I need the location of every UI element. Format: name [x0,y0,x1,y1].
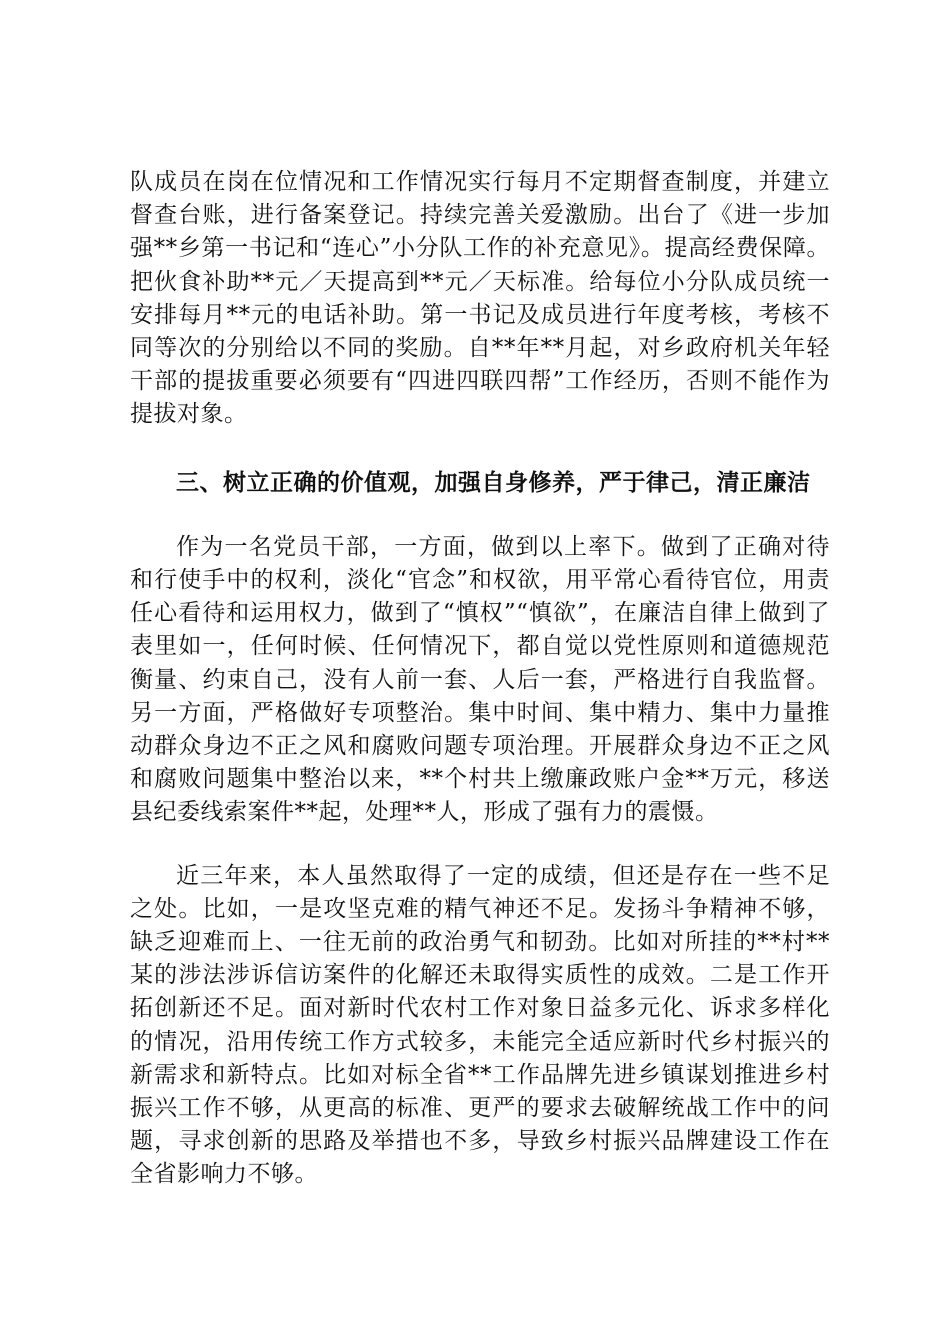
section-heading-3: 三、树立正确的价值观，加强自身修养，严于律己，清正廉洁 [176,468,811,496]
body-paragraph-shortcomings: 近三年来，本人虽然取得了一定的成绩，但还是存在一些不足之处。比如，一是攻坚克难的精气神还不足。发扬斗争精神不够，缺乏迎难而上、一往无前的政治勇气和韧劲。比如对所挂的**村**某的涉法涉诉信访案件的化解还未取得实质性的成效。二是工作开拓创新还不足。面对新时代农村工作对象日益多元化、诉求多样化的情况，沿用传统工作方式较多，未能完全适应新时代乡村振兴的新需求和新特点。比如对标全省**工作品牌先进乡镇谋划推进乡村振兴工作不够，从更高的标准、更严的要求去破解统战工作中的问题，寻求创新的思路及举措也不多，导致乡村振兴品牌建设工作在全省影响力不够。 [130,862,830,1188]
document-page [130,166,830,1192]
body-paragraph-continued: 队成员在岗在位情况和工作情况实行每月不定期督查制度，并建立督查台账，进行备案登记。持续完善关爱激励。出台了《进一步加强**乡第一书记和“连心”小分队工作的补充意见》。提高经费保障。把伙食补助**元／天提高到**元／天标准。给每位小分队成员统一安排每月**元的电话补助。第一书记及成员进行年度考核，考核不同等次的分别给以不同的奖励。自**年**月起，对乡政府机关年轻干部的提拔重要必须要有“四进四联四帮”工作经历，否则不能作为提拔对象。 [130,169,830,428]
body-paragraph-integrity: 作为一名党员干部，一方面，做到以上率下。做到了正确对待和行使手中的权利，淡化“官念”和权欲，用平常心看待官位，用责任心看待和运用权力，做到了“慎权”“慎欲”，在廉洁自律上做到了表里如一，任何时候、任何情况下，都自觉以党性原则和道德规范衡量、约束自己，没有人前一套、人后一套，严格进行自我监督。另一方面，严格做好专项整治。集中时间、集中精力、集中力量推动群众身边不正之风和腐败问题专项治理。开展群众身边不正之风和腐败问题集中整治以来，**个村共上缴廉政账户金**万元，移送县纪委线索案件**起，处理**人，形成了强有力的震慑。 [130,533,830,826]
